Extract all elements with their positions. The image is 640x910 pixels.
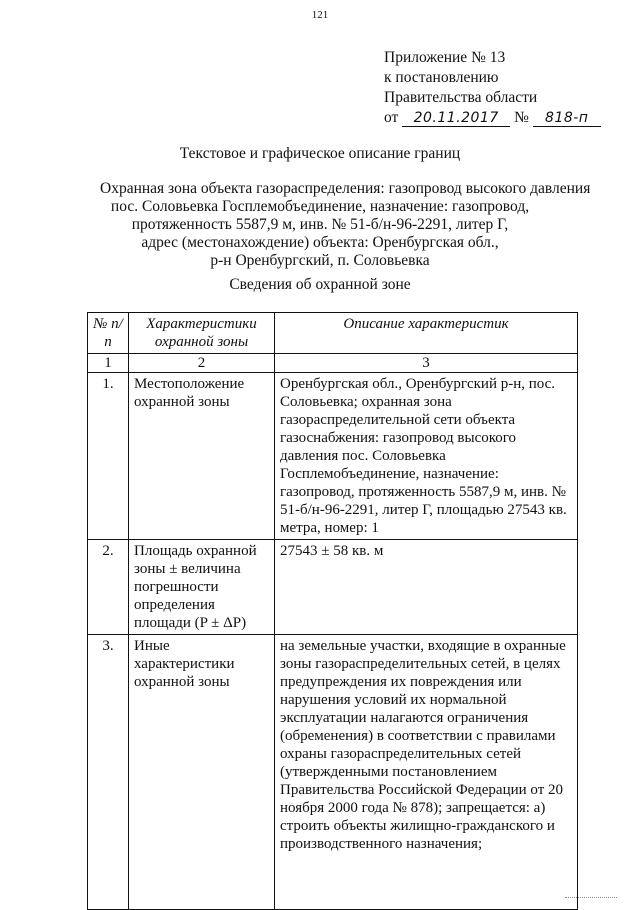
row-number: 3. bbox=[88, 635, 129, 910]
appendix-number-label: № bbox=[514, 109, 529, 126]
object-description-line: р-н Оренбургский, п. Соловьевка bbox=[210, 252, 430, 269]
header-characteristic: Характеристики охранной зоны bbox=[129, 313, 275, 354]
table-row bbox=[88, 635, 578, 910]
row-description: Оренбургская обл., Оренбургский р-н, пос. Соловьевка; охранная зона газораспределительной сети объекта газоснабжения: газопровод высокого давления пос. Соловьевка Госплемобъединение, назначение: газопровод, протяженность 5587,9 м, инв. № 51-б/н-96-2291, литер Г, площадью 27543 кв. метра, номер: 1 bbox=[275, 373, 578, 540]
appendix-number: 818-п bbox=[533, 110, 601, 127]
table-row bbox=[88, 373, 578, 540]
document-title: Текстовое и графическое описание границ bbox=[179, 145, 461, 162]
appendix-authority: Правительства области bbox=[384, 89, 538, 106]
row-characteristic: Площадь охранной зоны ± величина погрешности определения площади (P ± ΔP) bbox=[129, 540, 275, 635]
appendix-block bbox=[384, 48, 601, 128]
row-characteristic: Местоположение охранной зоны bbox=[129, 373, 275, 540]
header-number: № п/п bbox=[88, 313, 129, 354]
appendix-title: Приложение № 13 bbox=[384, 49, 506, 66]
appendix-from-label: от bbox=[384, 109, 399, 126]
column-number: 2 bbox=[129, 354, 275, 373]
row-description: 27543 ± 58 кв. м bbox=[275, 540, 578, 635]
row-number: 2. bbox=[88, 540, 129, 635]
table-header-row bbox=[88, 313, 578, 354]
object-description-line: протяженность 5587,9 м, инв. № 51-б/н-96-2291, литер Г, bbox=[131, 216, 509, 233]
row-description: на земельные участки, входящие в охранные зоны газораспределительных сетей, в целях предупреждения их повреждения или нарушения условий их нормальной эксплуатации налагаются ограничения (обременения) в соответствии с правилами охраны газораспределительных сетей (утвержденными постановлением Правительства Российской Федерации от 20 ноября 2000 года № 878); запрещается: а) строить объекты жилищно-гражданского и производственного назначения; bbox=[275, 635, 578, 910]
zone-table bbox=[87, 312, 578, 910]
object-description-line: пос. Соловьевка Госплемобъединение, назначение: газопровод, bbox=[110, 198, 530, 215]
appendix-reference: к постановлению bbox=[384, 69, 499, 86]
scan-edge-mark bbox=[565, 897, 617, 898]
column-number: 1 bbox=[88, 354, 129, 373]
row-number: 1. bbox=[88, 373, 129, 540]
object-description-line: Охранная зона объекта газораспределения: газопровод высокого давления bbox=[100, 180, 591, 197]
appendix-date: 20.11.2017 bbox=[402, 110, 510, 127]
column-number-row bbox=[88, 354, 578, 373]
header-description: Описание характеристик bbox=[275, 313, 578, 354]
table-row bbox=[88, 540, 578, 635]
zone-heading: Сведения об охранной зоне bbox=[229, 276, 411, 293]
appendix-date-line bbox=[384, 108, 601, 128]
column-number: 3 bbox=[275, 354, 578, 373]
row-characteristic: Иные характеристики охранной зоны bbox=[129, 635, 275, 910]
object-description bbox=[100, 180, 591, 270]
page-number: 121 bbox=[311, 9, 329, 21]
object-description-line: адрес (местонахождение) объекта: Оренбургская обл., bbox=[141, 234, 499, 251]
